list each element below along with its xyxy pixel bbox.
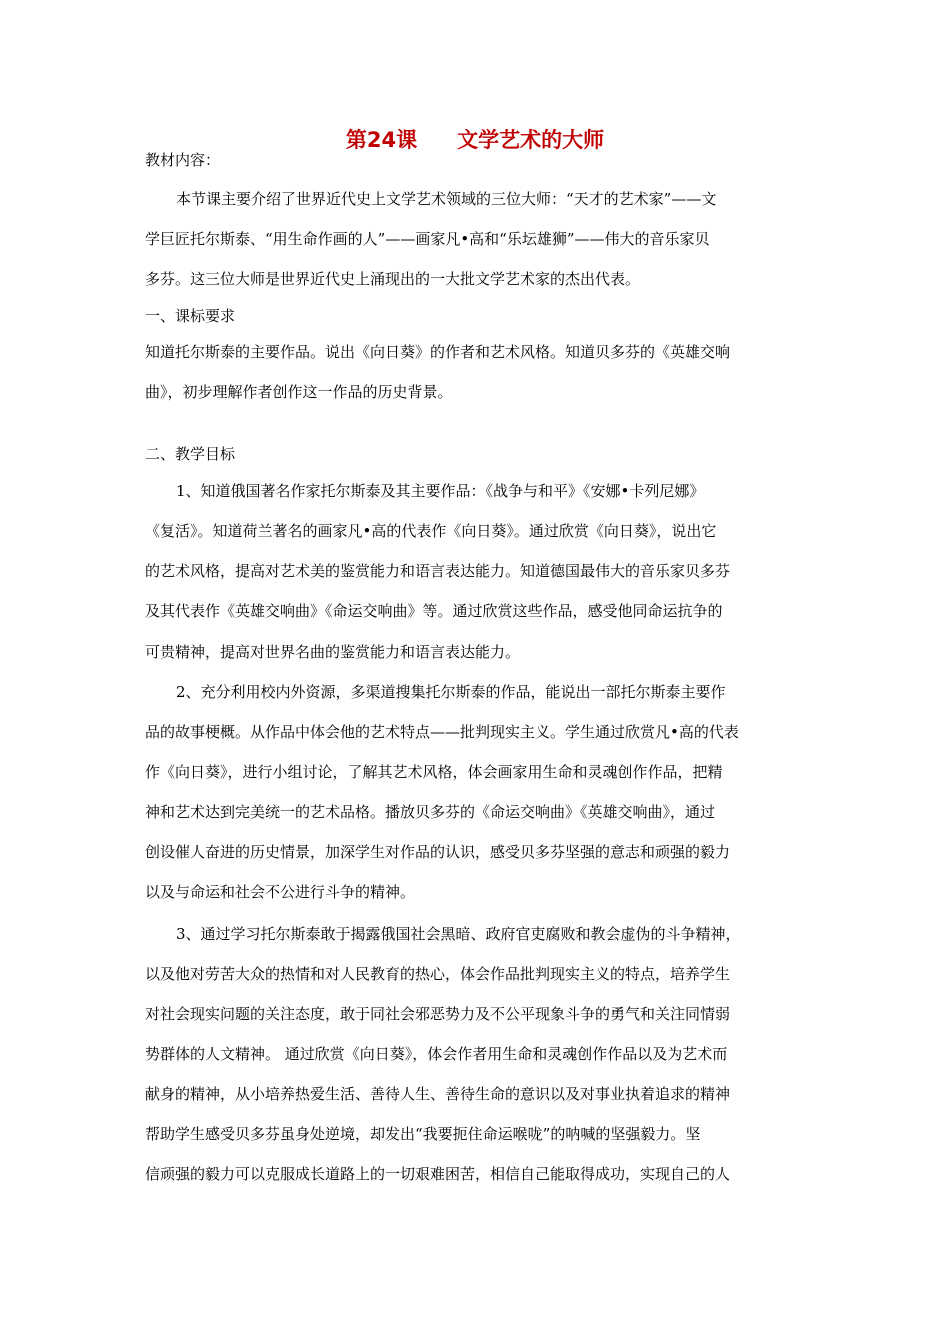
intro-line-2: 学巨匠托尔斯泰、“用生命作画的人”——画家凡•高和“乐坛雄狮”——伟大的音乐家贝 <box>145 230 710 248</box>
goal2-line-6: 以及与命运和社会不公进行斗争的精神。 <box>145 883 416 901</box>
goal3-line-6: 帮助学生感受贝多芬虽身处逆境，却发出“我要扼住命运喉咙”的呐喊的坚强毅力。坚 <box>145 1125 701 1143</box>
goal1-line-5: 可贵精神，提高对世界名曲的鉴赏能力和语言表达能力。 <box>145 643 521 661</box>
goal3-line-1: 3、通过学习托尔斯泰敢于揭露俄国社会黑暗、政府官吏腐败和教会虚伪的斗争精神， <box>176 925 741 943</box>
section2-heading: 二、教学目标 <box>145 445 236 463</box>
material-heading: 教材内容： <box>145 151 221 169</box>
goal3-line-4: 势群体的人文精神。 通过欣赏《向日葵》，体会作者用生命和灵魂创作作品以及为艺术而 <box>145 1045 728 1063</box>
goal1-line-4: 及其代表作《英雄交响曲》《命运交响曲》等。通过欣赏这些作品，感受他同命运抗争的 <box>145 602 723 620</box>
goal3-line-3: 对社会现实问题的关注态度，敢于同社会邪恶势力及不公平现象斗争的勇气和关注同情弱 <box>145 1005 731 1023</box>
goal1-line-1: 1、知道俄国著名作家托尔斯泰及其主要作品：《战争与和平》《安娜•卡列尼娜》 <box>176 482 705 500</box>
intro-line-3: 多芬。这三位大师是世界近代史上涌现出的一大批文学艺术家的杰出代表。 <box>145 270 641 288</box>
intro-line-1: 本节课主要介绍了世界近代史上文学艺术领域的三位大师：“天才的艺术家”——文 <box>176 190 717 208</box>
section1-line-2: 曲》，初步理解作者创作这一作品的历史背景。 <box>145 383 453 401</box>
lesson-number: 第24课 <box>345 128 418 152</box>
goal1-line-3: 的艺术风格，提高对艺术美的鉴赏能力和语言表达能力。知道德国最伟大的音乐家贝多芬 <box>145 562 731 580</box>
goal1-line-2: 《复活》。知道荷兰著名的画家凡•高的代表作《向日葵》。通过欣赏《向日葵》，说出它 <box>145 522 717 540</box>
section1-line-1: 知道托尔斯泰的主要作品。说出《向日葵》的作者和艺术风格。知道贝多芬的《英雄交响 <box>145 343 731 361</box>
section1-heading: 一、课标要求 <box>145 307 236 325</box>
goal3-line-7: 信顽强的毅力可以克服成长道路上的一切艰难困苦，相信自己能取得成功，实现自己的人 <box>145 1165 731 1183</box>
goal2-line-1: 2、充分利用校内外资源，多渠道搜集托尔斯泰的作品，能说出一部托尔斯泰主要作 <box>176 683 726 701</box>
goal3-line-5: 献身的精神，从小培养热爱生活、善待人生、善待生命的意识以及对事业执着追求的精神 <box>145 1085 731 1103</box>
goal2-line-4: 神和艺术达到完美统一的艺术品格。播放贝多芬的《命运交响曲》《英雄交响曲》，通过 <box>145 803 716 821</box>
goal2-line-3: 作《向日葵》，进行小组讨论，了解其艺术风格，体会画家用生命和灵魂创作作品，把精 <box>145 763 723 781</box>
goal2-line-2: 品的故事梗概。从作品中体会他的艺术特点——批判现实主义。学生通过欣赏凡•高的代表 <box>145 723 739 741</box>
goal3-line-2: 以及他对劳苦大众的热情和对人民教育的热心，体会作品批判现实主义的特点，培养学生 <box>145 965 731 983</box>
lesson-title: 文学艺术的大师 <box>457 128 605 152</box>
goal2-line-5: 创设催人奋进的历史情景，加深学生对作品的认识，感受贝多芬坚强的意志和顽强的毅力 <box>145 843 731 861</box>
